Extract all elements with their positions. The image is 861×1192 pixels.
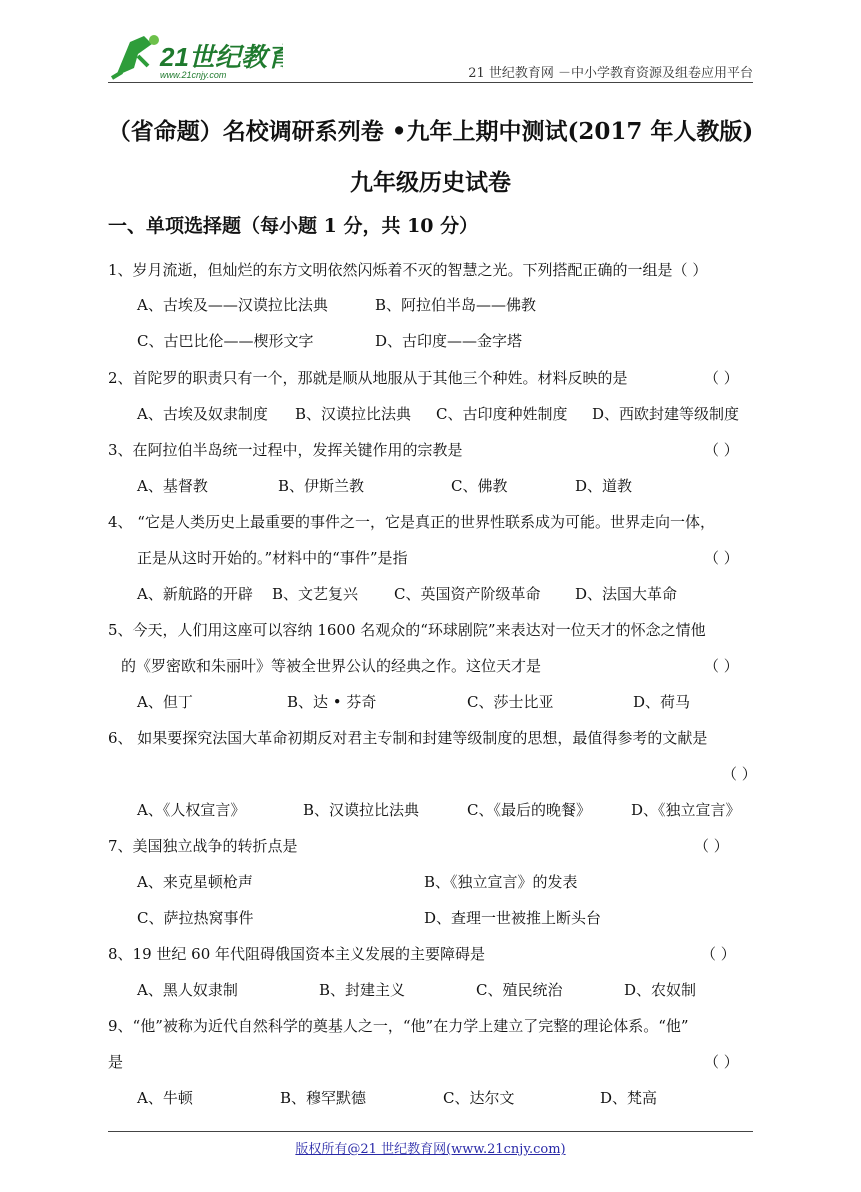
q7-option-b: B、《独立宣言》的发表 [424, 873, 578, 891]
q3-option-c: C、佛教 [451, 477, 508, 495]
q8-option-b: B、封建主义 [319, 981, 406, 999]
q8-option-a: A、黑人奴隶制 [137, 981, 238, 999]
q5-answer-bracket: （ ） [704, 657, 739, 675]
logo-text: 21世纪教育 [160, 42, 283, 72]
q2-option-b: B、汉谟拉比法典 [295, 405, 412, 423]
question-8: 8、19 世纪 60 年代阻碍俄国资本主义发展的主要障碍是 [108, 945, 486, 963]
footer-divider [108, 1131, 753, 1132]
q4-option-b: B、文艺复兴 [272, 585, 359, 603]
q5-option-a: A、但丁 [137, 693, 193, 711]
q2-option-c: C、古印度种姓制度 [436, 405, 568, 423]
question-9-cont: 是 [108, 1053, 124, 1071]
q8-answer-bracket: （ ） [701, 945, 736, 963]
question-3: 3、在阿拉伯半岛统一过程中，发挥关键作用的宗教是 [108, 441, 463, 459]
q2-answer-bracket: （ ） [704, 369, 739, 387]
q5-option-c: C、莎士比亚 [467, 693, 554, 711]
question-5-cont: 的《罗密欧和朱丽叶》等被全世界公认的经典之作。这位天才是 [121, 657, 542, 675]
q9-option-a: A、牛顿 [137, 1089, 193, 1107]
question-6: 6、 如果要探究法国大革命初期反对君主专制和封建等级制度的思想，最值得参考的文献是 [108, 729, 708, 747]
runner-logo-icon [108, 32, 283, 82]
header-divider [108, 82, 753, 83]
logo-url: www.21cnjy.com [160, 70, 227, 80]
question-4: 4、 “它是人类历史上最重要的事件之一，它是真正的世界性联系成为可能。世界走向一体， [108, 513, 715, 531]
question-4-cont: 正是从这时开始的。”材料中的“事件”是指 [137, 549, 408, 567]
q4-option-a: A、新航路的开辟 [137, 585, 253, 603]
q6-answer-bracket: （ ） [722, 765, 757, 783]
q4-option-c: C、英国资产阶级革命 [394, 585, 541, 603]
q1-option-c: C、古巴比伦——楔形文字 [137, 332, 314, 350]
q8-option-d: D、农奴制 [624, 981, 697, 999]
q2-option-d: D、西欧封建等级制度 [592, 405, 740, 423]
q1-option-b: B、阿拉伯半岛——佛教 [375, 296, 537, 314]
q7-option-d: D、查理一世被推上断头台 [424, 909, 602, 927]
q6-option-b: B、汉谟拉比法典 [303, 801, 420, 819]
q8-option-c: C、殖民统治 [476, 981, 563, 999]
q9-answer-bracket: （ ） [704, 1053, 739, 1071]
question-1: 1、岁月流逝，但灿烂的东方文明依然闪烁着不灭的智慧之光。下列搭配正确的一组是（ ） [108, 261, 708, 279]
q6-option-d: D、《独立宣言》 [631, 801, 741, 819]
q1-option-d: D、古印度——金字塔 [375, 332, 523, 350]
question-5: 5、今天，人们用这座可以容纳 1600 名观众的“环球剧院”来表达对一位天才的怀念之情他 [108, 621, 706, 639]
exam-title: （省命题）名校调研系列卷 •九年上期中测试(2017 年人教版) [107, 118, 754, 145]
q4-option-d: D、法国大革命 [575, 585, 678, 603]
q6-option-c: C、《最后的晚餐》 [467, 801, 591, 819]
footer-copyright-link[interactable]: 版权所有@21 世纪教育网(www.21cnjy.com) [295, 1142, 566, 1157]
q9-option-b: B、穆罕默德 [280, 1089, 367, 1107]
exam-subtitle: 九年级历史试卷 [350, 169, 511, 196]
q3-option-b: B、伊斯兰教 [278, 477, 365, 495]
site-logo [108, 32, 283, 82]
q7-answer-bracket: （ ） [694, 837, 729, 855]
q1-option-a: A、古埃及——汉谟拉比法典 [137, 296, 328, 314]
q4-answer-bracket: （ ） [704, 549, 739, 567]
question-7: 7、美国独立战争的转折点是 [108, 837, 298, 855]
q3-option-a: A、基督教 [137, 477, 208, 495]
q6-option-a: A、《人权宣言》 [137, 801, 246, 819]
q7-option-a: A、来克星顿枪声 [137, 873, 253, 891]
q2-option-a: A、古埃及奴隶制度 [137, 405, 268, 423]
q5-option-d: D、荷马 [633, 693, 691, 711]
header-platform-text: 21 世纪教育网 －中小学教育资源及组卷应用平台 [468, 66, 753, 81]
section-title: 一、单项选择题（每小题 1 分，共 10 分） [108, 215, 479, 237]
q7-option-c: C、萨拉热窝事件 [137, 909, 254, 927]
q3-answer-bracket: （ ） [704, 441, 739, 459]
q9-option-c: C、达尔文 [443, 1089, 515, 1107]
q3-option-d: D、道教 [575, 477, 633, 495]
question-2: 2、首陀罗的职责只有一个，那就是顺从地服从于其他三个种姓。材料反映的是 [108, 369, 628, 387]
q9-option-d: D、梵高 [600, 1089, 658, 1107]
q5-option-b: B、达 • 芬奇 [287, 693, 377, 711]
question-9: 9、“他”被称为近代自然科学的奠基人之一，“他”在力学上建立了完整的理论体系。“他” [108, 1017, 689, 1035]
